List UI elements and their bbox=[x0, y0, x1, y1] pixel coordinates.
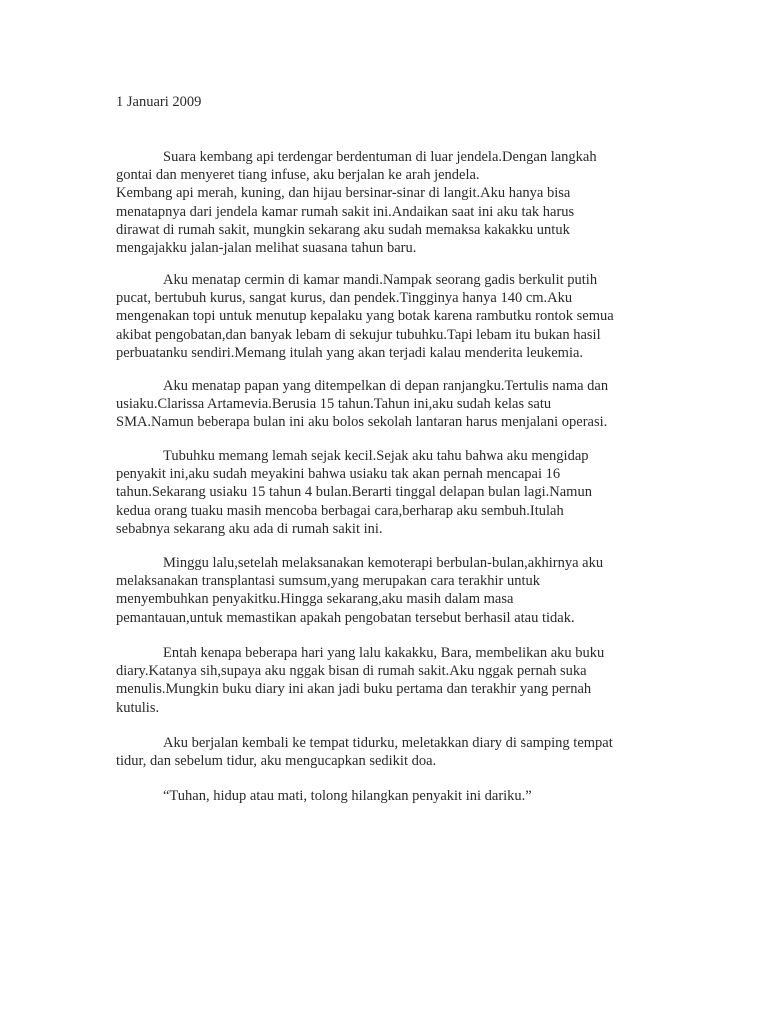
paragraph-line: Kembang api merah, kuning, dan hijau bersinar-sinar di langit.Aku hanya bisa bbox=[116, 185, 571, 202]
paragraph-line: Aku menatap papan yang ditempelkan di depan ranjangku.Tertulis nama dan bbox=[163, 378, 609, 394]
paragraph-line: “Tuhan, hidup atau mati, tolong hilangkan penyakit ini dariku.” bbox=[163, 788, 532, 804]
paragraph-line: Aku berjalan kembali ke tempat tidurku, meletakkan diary di samping tempat bbox=[163, 735, 613, 751]
paragraph-line: gontai dan menyeret tiang infuse, aku berjalan ke arah jendela. bbox=[116, 167, 480, 184]
paragraph-line: sebabnya sekarang aku ada di rumah sakit ini. bbox=[116, 520, 383, 537]
paragraph-line: usiaku.Clarissa Artamevia.Berusia 15 tahun.Tahun ini,aku sudah kelas satu bbox=[116, 396, 552, 413]
paragraph-line: Tubuhku memang lemah sejak kecil.Sejak aku tahu bahwa aku mengidap bbox=[163, 448, 589, 464]
paragraph-line: menulis.Mungkin buku diary ini akan jadi buku pertama dan terakhir yang pernah bbox=[116, 681, 592, 698]
paragraph-line: pemantauan,untuk memastikan apakah pengobatan tersebut berhasil atau tidak. bbox=[116, 609, 575, 626]
paragraph-2 bbox=[116, 271, 636, 362]
diary-date: 1 Januari 2009 bbox=[116, 94, 202, 110]
paragraph-line: Suara kembang api terdengar berdentuman di luar jendela.Dengan langkah bbox=[163, 149, 597, 165]
paragraph-3 bbox=[116, 377, 636, 432]
paragraph-line: Entah kenapa beberapa hari yang lalu kakakku, Bara, membelikan aku buku bbox=[163, 645, 605, 661]
paragraph-line: dirawat di rumah sakit, mungkin sekarang aku sudah memaksa kakakku untuk bbox=[116, 221, 570, 238]
paragraph-line: diary.Katanya sih,supaya aku nggak bisan di rumah sakit.Aku nggak pernah suka bbox=[116, 663, 587, 680]
paragraph-line: SMA.Namun beberapa bulan ini aku bolos sekolah lantaran harus menjalani operasi. bbox=[116, 414, 608, 431]
paragraph-6 bbox=[116, 644, 636, 717]
paragraph-5 bbox=[116, 554, 636, 627]
paragraph-4 bbox=[116, 447, 636, 538]
paragraph-line: menyembuhkan penyakitku.Hingga sekarang,aku masih dalam masa bbox=[116, 591, 514, 608]
paragraph-line: kutulis. bbox=[116, 699, 160, 716]
paragraph-line: penyakit ini,aku sudah meyakini bahwa usiaku tak akan pernah mencapai 16 bbox=[116, 466, 561, 483]
paragraph-line: perbuatanku sendiri.Memang itulah yang akan terjadi kalau menderita leukemia. bbox=[116, 344, 584, 361]
paragraph-8 bbox=[116, 787, 636, 805]
paragraph-line: menatapnya dari jendela kamar rumah sakit ini.Andaikan saat ini aku tak harus bbox=[116, 203, 575, 220]
paragraph-line: akibat pengobatan,dan banyak lebam di sekujur tubuhku.Tapi lebam itu bukan hasil bbox=[116, 326, 601, 343]
paragraph-line: kedua orang tuaku masih mencoba berbagai cara,berharap aku sembuh.Itulah bbox=[116, 502, 564, 519]
paragraph-line: Aku menatap cermin di kamar mandi.Nampak seorang gadis berkulit putih bbox=[163, 272, 598, 288]
paragraph-line: melaksanakan transplantasi sumsum,yang merupakan cara terakhir untuk bbox=[116, 573, 540, 590]
paragraph-1 bbox=[116, 148, 636, 257]
paragraph-line: tahun.Sekarang usiaku 15 tahun 4 bulan.Berarti tinggal delapan bulan lagi.Namun bbox=[116, 484, 592, 501]
paragraph-line: tidur, dan sebelum tidur, aku mengucapkan sedikit doa. bbox=[116, 753, 437, 770]
paragraph-line: mengenakan topi untuk menutup kepalaku yang botak karena rambutku rontok semua bbox=[116, 308, 614, 325]
paragraph-line: Minggu lalu,setelah melaksanakan kemoterapi berbulan-bulan,akhirnya aku bbox=[163, 555, 604, 571]
paragraph-line: pucat, bertubuh kurus, sangat kurus, dan pendek.Tingginya hanya 140 cm.Aku bbox=[116, 290, 573, 307]
paragraph-7 bbox=[116, 734, 636, 770]
paragraph-line: mengajakku jalan-jalan melihat suasana tahun baru. bbox=[116, 239, 417, 256]
